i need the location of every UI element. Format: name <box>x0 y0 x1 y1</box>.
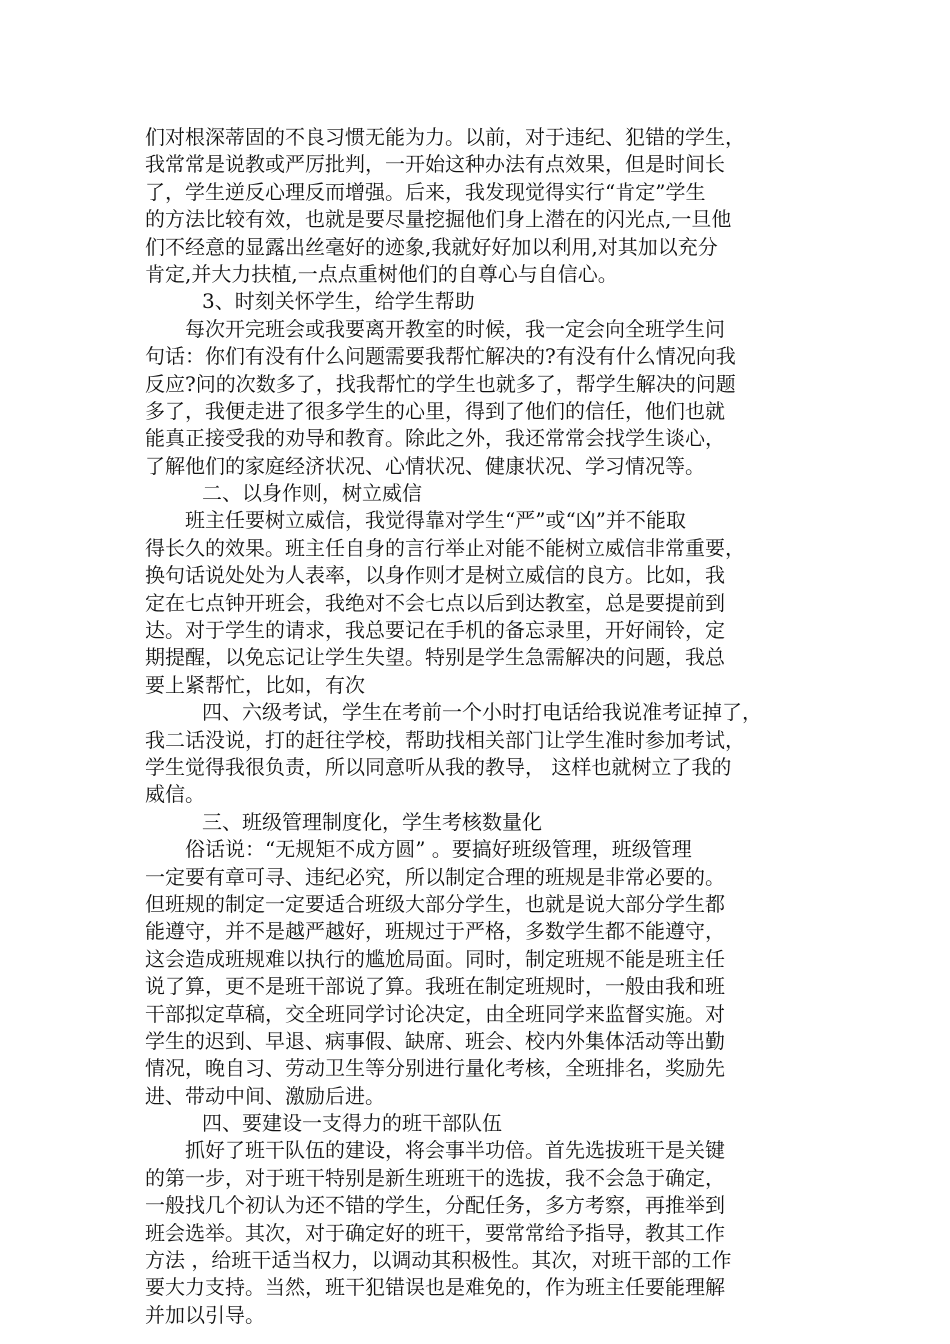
text-line: 但班规的制定一定要适合班级大部分学生，也就是说大部分学生都 <box>145 891 725 916</box>
text-line: 学生觉得我很负责，所以同意听从我的教导， 这样也就树立了我的 <box>145 754 732 779</box>
text-line: 反应?问的次数多了，找我帮忙的学生也就多了，帮学生解决的问题 <box>145 371 736 396</box>
text-line: 一般找几个初认为还不错的学生，分配任务，多方考察，再推举到 <box>145 1193 725 1218</box>
text-line: 能遵守，并不是越严越好，班规过于严格，多数学生都不能遵守， <box>145 919 725 944</box>
section-heading: 二、以身作则，树立威信 <box>202 481 422 506</box>
text-line: 们不经意的显露出丝毫好的迹象,我就好好加以利用,对其加以充分 <box>145 234 718 259</box>
text-line: 要上紧帮忙，比如，有次 <box>145 672 365 697</box>
text-line: 干部拟定草稿，交全班同学讨论决定，由全班同学来监督实施。对 <box>145 1001 725 1026</box>
text-line: 了解他们的家庭经济状况、心情状况、健康状况、学习情况等。 <box>145 453 705 478</box>
text-line: 的方法比较有效，也就是要尽量挖掘他们身上潜在的闪光点,一旦他 <box>145 207 732 232</box>
paragraph-first-line: 抓好了班干队伍的建设，将会事半功倍。首先选拔班干是关键 <box>185 1138 725 1163</box>
text-line: 我常常是说教或严厉批判，一开始这种办法有点效果，但是时间长 <box>145 152 725 177</box>
document-body <box>145 124 810 1329</box>
paragraph-first-line: 四、六级考试，学生在考前一个小时打电话给我说准考证掉了， <box>202 700 762 725</box>
text-line: 换句话说处处为人表率，以身作则才是树立威信的良方。比如，我 <box>145 563 725 588</box>
text-line: 了，学生逆反心理反而增强。后来，我发现觉得实行“肯定”学生 <box>145 179 706 204</box>
text-line: 方法 ，给班干适当权力，以调动其积极性。其次，对班干部的工作 <box>145 1248 732 1273</box>
paragraph-first-line: 每次开完班会或我要离开教室的时候，我一定会向全班学生问 <box>185 316 725 341</box>
text-line: 多了，我便走进了很多学生的心里，得到了他们的信任，他们也就 <box>145 398 725 423</box>
text-line: 情况，晚自习、劳动卫生等分别进行量化考核，全班排名，奖励先 <box>145 1056 725 1081</box>
text-line: 句话：你们有没有什么问题需要我帮忙解决的?有没有什么情况向我 <box>145 344 736 369</box>
text-line: 肯定,并大力扶植,一点点重树他们的自尊心与自信心。 <box>145 261 618 286</box>
text-line: 威信。 <box>145 782 205 807</box>
text-line: 的第一步，对于班干特别是新生班班干的选拔，我不会急于确定， <box>145 1165 725 1190</box>
text-line: 能真正接受我的劝导和教育。除此之外，我还常常会找学生谈心， <box>145 426 725 451</box>
text-line: 得长久的效果。班主任自身的言行举止对能不能树立威信非常重要， <box>145 535 745 560</box>
text-line: 达。对于学生的请求，我总要记在手机的备忘录里，开好闹铃，定 <box>145 618 725 643</box>
section-heading: 3、时刻关怀学生，给学生帮助 <box>202 289 475 314</box>
text-line: 我二话没说，打的赶往学校，帮助找相关部门让学生准时参加考试， <box>145 727 745 752</box>
text-line: 并加以引导。 <box>145 1302 265 1327</box>
paragraph-first-line: 俗话说：“无规矩不成方圆” 。要搞好班级管理，班级管理 <box>185 837 692 862</box>
text-line: 定在七点钟开班会，我绝对不会七点以后到达教室，总是要提前到 <box>145 590 725 615</box>
text-line: 要大力支持。当然，班干犯错误也是难免的，作为班主任要能理解 <box>145 1275 725 1300</box>
text-line: 进、带动中间、激励后进。 <box>145 1083 385 1108</box>
text-line: 班会选举。其次，对于确定好的班干，要常常给予指导，教其工作 <box>145 1220 725 1245</box>
text-line: 们对根深蒂固的不良习惯无能为力。以前，对于违纪、犯错的学生， <box>145 125 745 149</box>
text-line: 学生的迟到、早退、病事假、缺席、班会、校内外集体活动等出勤 <box>145 1028 725 1053</box>
paragraph-first-line: 班主任要树立威信，我觉得靠对学生“严”或“凶”并不能取 <box>185 508 686 533</box>
section-heading: 三、班级管理制度化，学生考核数量化 <box>202 809 542 834</box>
text-line: 说了算，更不是班干部说了算。我班在制定班规时，一般由我和班 <box>145 974 725 999</box>
text-line: 这会造成班规难以执行的尴尬局面。同时，制定班规不能是班主任 <box>145 946 725 971</box>
section-heading: 四、要建设一支得力的班干部队伍 <box>202 1111 502 1136</box>
text-line: 期提醒，以免忘记让学生失望。特别是学生急需解决的问题，我总 <box>145 645 725 670</box>
text-line: 一定要有章可寻、违纪必究，所以制定合理的班规是非常必要的。 <box>145 864 725 889</box>
